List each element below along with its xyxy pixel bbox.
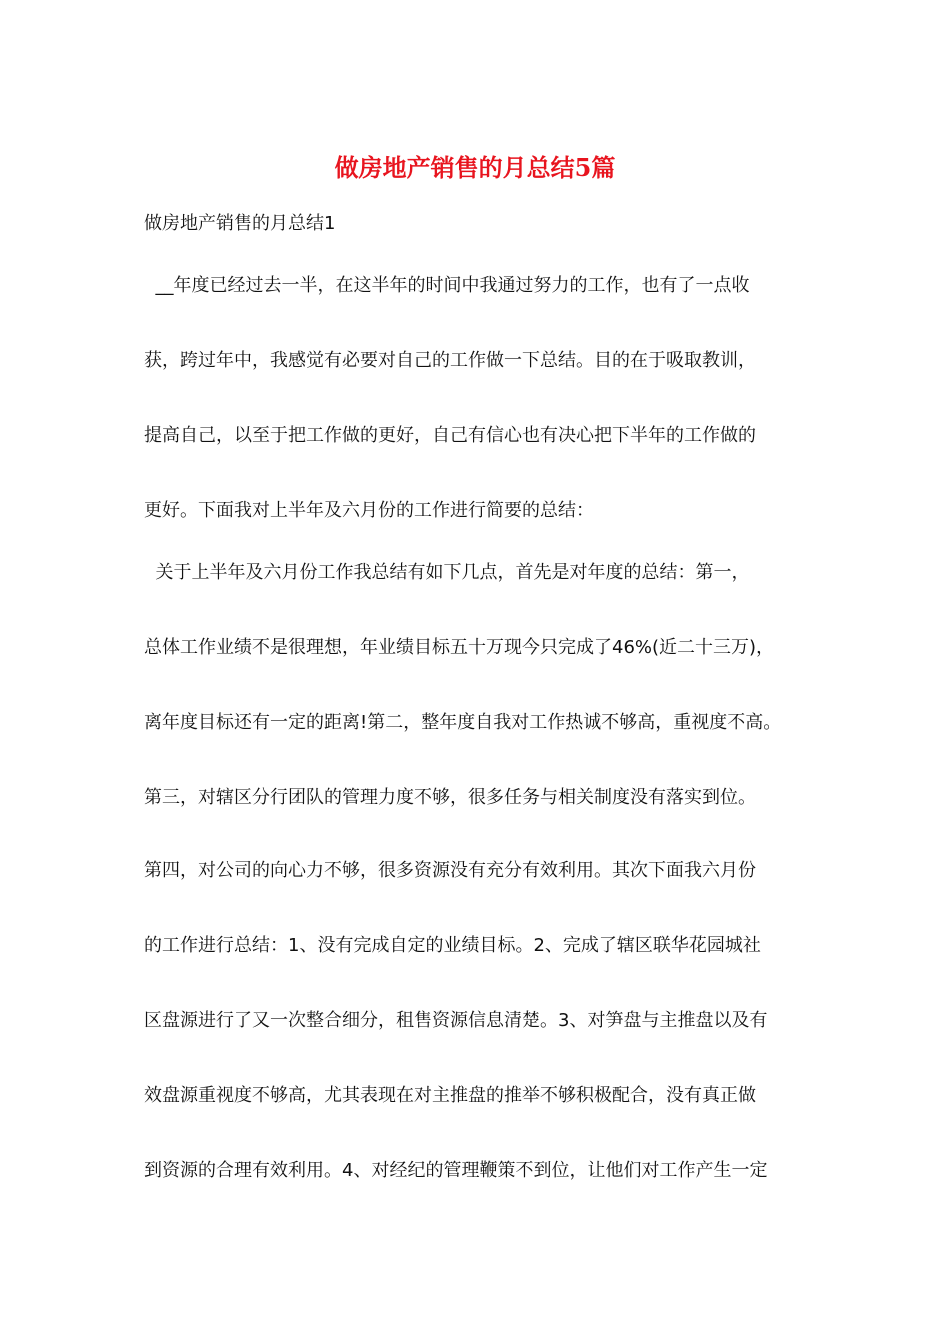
section-heading: 做房地产销售的月总结1 <box>144 213 336 234</box>
body-line-9: 第四，对公司的向心力不够，很多资源没有充分有效利用。其次下面我六月份 <box>144 860 756 881</box>
body-line-8: 第三，对辖区分行团队的管理力度不够，很多任务与相关制度没有落实到位。 <box>144 787 756 808</box>
body-line-11: 区盘源进行了又一次整合细分，租售资源信息清楚。3、对笋盘与主推盘以及有 <box>144 1010 768 1031</box>
body-line-10: 的工作进行总结：1、没有完成自定的业绩目标。2、完成了辖区联华花园城社 <box>144 935 761 956</box>
body-line-6: 总体工作业绩不是很理想，年业绩目标五十万现今只完成了46%(近二十三万)， <box>144 637 775 658</box>
body-line-2: 获，跨过年中，我感觉有必要对自己的工作做一下总结。目的在于吸取教训， <box>144 350 756 371</box>
body-line-3: 提高自己，以至于把工作做的更好，自己有信心也有决心把下半年的工作做的 <box>144 425 756 446</box>
body-line-13: 到资源的合理有效利用。4、对经纪的管理鞭策不到位，让他们对工作产生一定 <box>144 1160 768 1181</box>
body-line-1: __年度已经过去一半，在这半年的时间中我通过努力的工作，也有了一点收 <box>144 275 750 296</box>
body-line-7: 离年度目标还有一定的距离!第二，整年度自我对工作热诚不够高，重视度不高。 <box>144 712 782 733</box>
document-title: 做房地产销售的月总结5篇 <box>334 153 616 182</box>
body-line-4: 更好。下面我对上半年及六月份的工作进行简要的总结： <box>144 500 594 521</box>
body-line-5: 关于上半年及六月份工作我总结有如下几点，首先是对年度的总结：第一， <box>144 562 750 583</box>
body-line-12: 效盘源重视度不够高，尤其表现在对主推盘的推举不够积极配合，没有真正做 <box>144 1085 756 1106</box>
